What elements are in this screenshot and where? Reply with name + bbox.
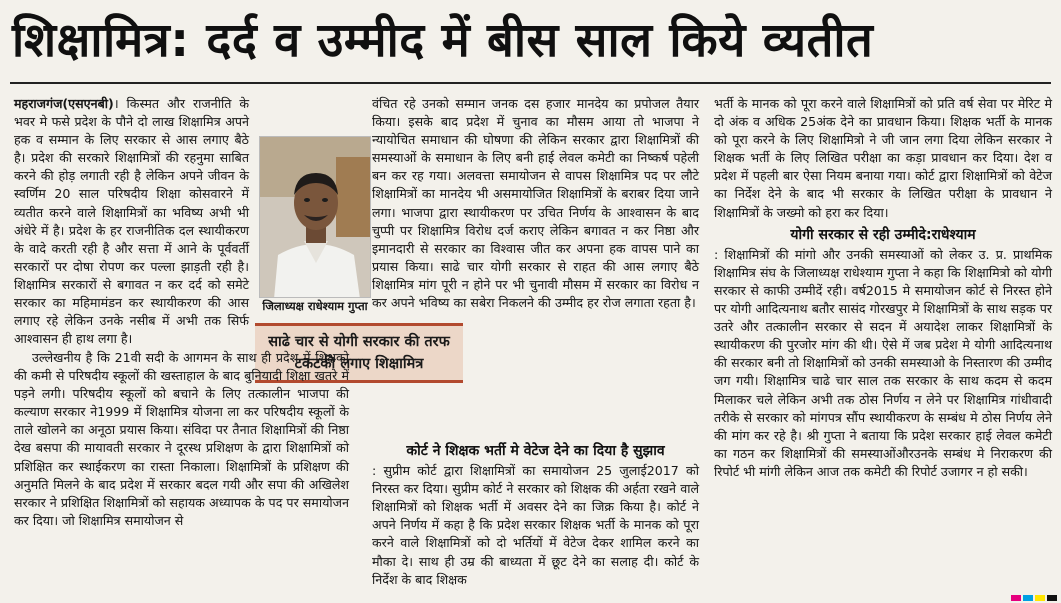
column-2-top [372,95,699,312]
column-3-subhead: योगी सरकार से रही उम्मीदे:राधेश्याम [790,226,976,243]
headline-rule [10,82,1051,84]
portrait-illustration [260,137,371,298]
column-3-bottom-text: : शिक्षामित्रों की मांगो और उनकी समस्याओं को लेकर उ. प्र. प्राथमिक शिक्षामित्र संघ के जिलाध्यक्ष राधेश्याम गुप्ता ने कहा कि शिक्षामित्रो को योगी सरकार से काफी उम्मीदें रही। वर्ष2015 मे समायोजन कोर्ट से निरस्त होने पर योगी आदित्यनाथ बतौर सासंद गोरखपुर मे शिक्षामित्रों के साथ सड़क पर उतरे और तत्कालीन सरकार से सदन में अयादेश लाकर शिक्षामित्रों के स्थायीकरण की पुरजोर मांग की थी। ऐसे में जब प्रदेश मे योगी आदित्यनाथ की सरकार बनी तो शिक्षामित्रों को उनकी समस्याओ के निस्तारण की उम्मीद जग गयी। शिक्षामित्र चाढे चार साल तक सरकार के साथ कदम से कदम मिलाकर चले लेकिन अभी तक ठोस निर्णय न लेने पर शिक्षामित्र गांधीवादी तरीके से सरकार को मांगपत्र सौंप स्थायीकरण के सम्बंध मे ठोस निर्णय लेने की मांग कर रहे है। श्री गुप्ता ने बताया कि प्रदेश सरकार हाई लेवल कमेटी का गठन कर शिक्षामित्रों की समस्याओंऔरउनके सम्बंध मे निराकरण की रिपोर्ट भी मांगी लेकिन आज तक कमेटी की रिपोर्ट उजागर न हो सकी। [714,246,1052,479]
column-1-top [14,95,249,348]
photo-caption: जिलाध्यक्ष राधेश्याम गुप्ता [262,299,368,313]
column-1-bottom [14,349,349,530]
column-2-top-text: वंचित रहे उनको सम्मान जनक दस हजार मानदेय का प्रपोजल तैयार किया। इसके बाद प्रदेश में चुनाव का मौसम आया तो भाजपा ने न्यायोचित समाधान की घोषणा की लेकिन सरकार द्वारा शिक्षामित्रों की समस्याओं के समाधान के लिए बनी हाई लेवल कमेटी का निष्कर्ष पहेली बन कर रह गया। अलवत्ता समायोजन से वापस शिक्षामित्र पद पर लौटे शिक्षामित्रों का मानदेय भी असमायोजित शिक्षामित्रों के बराबर दिया जाने लगा। भाजपा द्वारा स्थायीकरण पर उचित निर्णय के आश्वासन के बाद चुप्पी पर शिक्षामित्र विरोध दर्ज कराए लेकिन बगावत न कर निष्ठा और इमानदारी से सरकार का विश्वास जीत कर अपना हक वापस पाने का प्रयास किया। साढे चार योगी सरकार से राहत की आस लगाए बैठे शिक्षामित्र मांग पूरी न होने पर भी चुनावी मौसम में सरकार का विरोध न कर अपने भविष्य का सबेरा निकलने की उम्मीद हर रोज लगाता रहता है। [372,96,699,311]
cyan-swatch [1023,595,1033,601]
headline: शिक्षामित्र: दर्द व उम्मीद में बीस साल किये व्यतीत [12,13,874,68]
column-3-top-text: भर्ती के मानक को पूरा करने वाले शिक्षामित्रों को प्रति वर्ष सेवा पर मेरिट मे दो अंक व अधिक 25अंक देने का प्रावधान किया। शिक्षक भर्ती के मानक को पूरा करने के लिए शिक्षामित्रो ने जी जान लगा दिया लेकिन सरकार ने शिक्षक भर्ती के लिए लिखित परीक्षा का कड़ा प्रावधान कर दिया। देश व प्रदेश में पहली बार ऐसा नियम बनाया गया। कोर्ट द्वारा शिक्षामित्रों को वेटेज का निर्देश देने के बाद भी सरकार के लिखित परीक्षा के प्रावधान ने शिक्षामित्रों के जख्मो को हरा कर दिया। [714,96,1052,220]
pull-quote: साढे चार से योगी सरकार की तरफ टकटकी लगाए शिक्षामित्र [255,323,463,383]
yellow-swatch [1035,595,1045,601]
dateline: महराजगंज(एसएनबी) [14,96,114,111]
column-3 [714,95,1052,481]
print-color-swatches [1011,595,1057,601]
magenta-swatch [1011,595,1021,601]
column-2-bottom [372,438,699,589]
column-1-top-paragraph [14,95,249,348]
column-2-subhead: कोर्ट ने शिक्षक भर्ती मे वेटेज देने का दिया है सुझाव [406,443,665,459]
column-2-bottom-text: : सुप्रीम कोर्ट द्वारा शिक्षामित्रों का समायोजन 25 जुलाई2017 को निरस्त कर दिया। सुप्रीम कोर्ट ने सरकार को शिक्षक की अर्हता रखने वाले शिक्षामित्रों को शिक्षक भर्ती में अवसर देने का जिक्र किया है। कोर्ट ने अपने निर्णय में कहा है कि प्रदेश सरकार शिक्षक भर्ती के मानक को पूरा करने वाले शिक्षामित्रों को दो भर्तियों में वेटेज देकर शामिल करने का मौका दे। साथ ही उम्र की बाध्यता में छूट देने का सलाह दी। कोर्ट के निर्देश के बाद शिक्षक [372,463,699,587]
column-1-top-text: । किस्मत और राजनीति के भवर मे फसे प्रदेश के पौने दो लाख शिक्षामित्र अपने हक व सम्मान के लिए सरकार से आस लगाए बैठे है। प्रदेश की सरकारे शिक्षामित्रों की रहनुमा साबित करने की होड़ लगाती रही है लेकिन अपने जीवन के स्वर्णिम 20 साल परिषदीय शिक्षा कोसवारने में व्यतीत करने वाले शिक्षामित्रों का भविष्य अभी भी अंधेरे में है। प्रदेश के हर राजनीतिक दल स्थायीकरण के वादे करती रही है और सत्ता में आने के पूर्ववर्ती सरकारों पर दोषा रोपण कर पल्ला झाड़ती रही है। शिक्षामित्र सरकारों से बगावत न कर दर्द को समेटे सरकार का महिमामंडन कर स्थायीकरण की आस लगाए रहे लेकिन उनके नसीब में अभी तक सिर्फ आश्वासन ही हाथ लगा है। [14,96,249,347]
reporter-photo [259,136,371,298]
black-swatch [1047,595,1057,601]
column-1-bottom-text: उल्लेखनीय है कि 21वी सदी के आगमन के साथ ही प्रदेश में शिक्षको की कमी से परिषदीय स्कूलों की खस्ताहाल के बाद बुनियादी शिक्षा खतरे में पड़ने लगी। परिषदीय स्कूलों को बचाने के लिए तत्कालीन भाजपा की कल्याण सरकार ने1999 में शिक्षामित्र योजना ला कर परिषदीय स्कूलों के ताले खोलने का अनूठा प्रयास किया। संविदा पर तैनात शिक्षामित्रों की निष्ठा देख बसपा की मायावती सरकार ने दूरस्थ प्रशिक्षण के द्वारा शिक्षामित्रों को प्रशिक्षित कर स्थाईकरण का रास्ता निकाला। शिक्षामित्रों के प्रशिक्षण की अनुमति मिलने के बाद प्रदेश में सरकार बदल गयी और सपा की अखिलेश सरकार ने प्रशिक्षित शिक्षामित्रों को सहायक अध्यापक के पद पर समायोजन कर दिया। जो शिक्षामित्र समायोजन से [14,350,349,528]
